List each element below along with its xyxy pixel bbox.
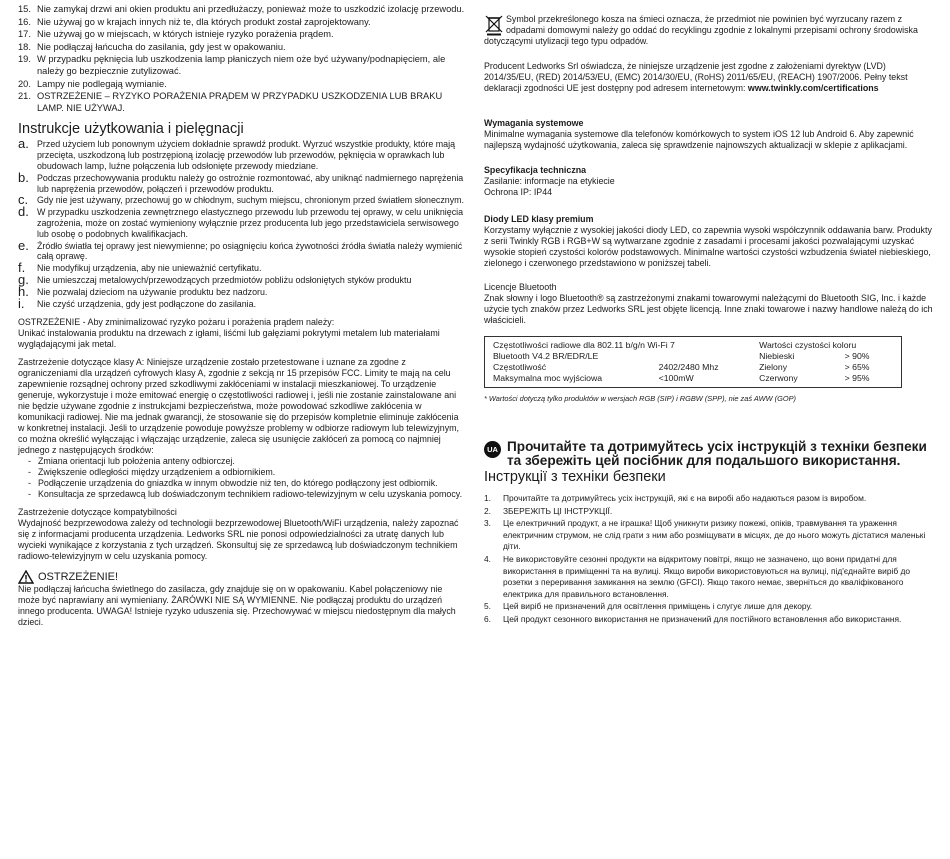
warning-title: OSTRZEŻENIE!: [38, 571, 119, 584]
list-item: 4. Не використовуйте сезонні продукти на відкритому повітрі, якщо не зазначено, що вони придатні для використання в приміщенні та на вулиці. Якщо вироби використовуються на вулиці, під'єднайте виріб до розетки з переривання замикання на землю (GFCI). Якщо такого немає, зверніться до кваліфікованого електрика для правильного встановлення.: [484, 553, 911, 599]
table-cell: Częstotliwość: [493, 362, 547, 372]
list-item: a. Przed użyciem lub ponownym użyciem dokładnie sprawdź produkt. Wyrzuć wszystkie produkty, które mają przecięta, uszkodzoną lub postrzępioną izolację przewodów lub przewodów, pęknięcia w oprawkach lub obudowach lamp, luźne połączenia lub odsłonięte przewody miedziane.: [18, 136, 456, 171]
list-item: f. Nie modyfikuj urządzenia, aby nie unieważnić certyfikatu.: [18, 260, 262, 276]
spec-title: Specyfikacja techniczna: [484, 165, 587, 175]
ua-safety-list: [484, 493, 936, 626]
system-req-text: Minimalne wymagania systemowe dla telefonów komórkowych to system iOS 12 lub Android 6. Aby zapewnić najlepszą wydajność użytkowania, zaleca się sprawdzenie najnowszych aktualizacji w sklepie z aplikacjami.: [484, 129, 914, 150]
list-item: 5. Цей виріб не призначений для освітлення приміщень і слугує лише для декору.: [484, 601, 813, 612]
table-cell: Czerwony: [759, 373, 798, 383]
table-cell: 2402/2480 Mhz: [658, 362, 719, 372]
list-item: d. W przypadku uszkodzenia zewnętrznego elastycznego przewodu lub przewodu tej oprawy, w celu uniknięcia zagrożenia, może on zostać wymieniony wyłącznie przez producenta lub jego przedstawiciela serwisowego lub osobę o podobnych kwalifikacjach.: [18, 204, 464, 239]
bt-title: Licencje Bluetooth: [484, 282, 557, 292]
table-head-left: Częstotliwości radiowe dla 802.11 b/g/n Wi-Fi 7: [493, 340, 675, 350]
table-row: [485, 351, 902, 362]
table-cell: > 65%: [844, 362, 870, 372]
led-title: Diody LED klasy premium: [484, 214, 594, 224]
warning-heading: [18, 570, 465, 584]
warning-triangle-icon: [18, 570, 34, 584]
table-cell: > 95%: [844, 373, 870, 383]
ua-section-header: [484, 440, 936, 467]
list-item: i. Nie czyść urządzenia, gdy jest podłączone do zasilania.: [18, 295, 257, 311]
table-cell: <100mW: [658, 373, 694, 383]
care-title: Instrukcje użytkowania i pielęgnacji: [18, 121, 244, 138]
bt-text: Znak słowny i logo Bluetooth® są zastrzeżonymi znakami towarowymi należącymi do Bluetooth SIG, Inc. i każde użycie tych znaków przez Ledworks SRL jest objęte licencją. Inne znaki towarowe i nazwy handlowe należą do ich właścicieli.: [484, 293, 933, 325]
table-footnote: * Wartości dotyczą tylko produktów w wersjach RGB (SIP) i RGBW (SPP), nie zaś AWW (GOP): [484, 394, 796, 403]
fire-warning-heading: OSTRZEŻENIE - Aby zminimalizować ryzyko pożaru i porażenia prądem należy:: [18, 317, 335, 328]
spec-line: Ochrona IP: IP44: [484, 187, 553, 197]
care-list: [18, 136, 465, 311]
list-item: - Zmiana orientacji lub położenia anteny odbiorczej.: [18, 456, 465, 467]
list-item: h. Nie pozwalaj dzieciom na używanie produktu bez nadzoru.: [18, 283, 268, 299]
list-item: 1. Прочитайте та дотримуйтесь усіх інструкцій, які є на виробі або надаються разом із виробом.: [484, 493, 867, 503]
certifications-link[interactable]: www.twinkly.com/certifications: [747, 83, 879, 93]
table-row: [485, 373, 902, 388]
table-cell: Maksymalna moc wyjściowa: [493, 373, 603, 383]
table-row: [485, 362, 902, 373]
producer-declaration: Producent Ledworks Srl oświadcza, że niniejsze urządzenie jest zgodne z założeniami dyrektyw (LVD) 2014/35/EU, (RED) 2014/53/EU, (EMC) 2014/30/EU, (RoHS) 2011/65/EU, (REACH) 1907/2006. Pełny tekst deklaracji zgodności UE jest dostępny pod adresem internetowym: www.twinkly.com/certifications: [484, 61, 908, 93]
ua-subtitle: Інструкції з техніки безпеки: [484, 469, 666, 485]
list-item: 15. Nie zamykaj drzwi ani okien produktu ani przedłużaczy, ponieważ może to uszkodzić izolację przewodu.: [18, 4, 465, 14]
list-item: b. Podczas przechowywania produktu należy go ostrożnie rozmontować, aby uniknąć nadmiernego naprężenia lub naprężenia przewodów, połączeń i przewodów produktu.: [18, 169, 464, 194]
list-item: 16. Nie używaj go w krajach innych niż te, dla których produkt został zaprojektowany.: [18, 16, 371, 27]
fire-warning-text: Unikać instalowania produktu na drzewach z igłami, liśćmi lub gałęziami pokrytymi metalem lub materiałami wyglądającymi jak metal.: [18, 328, 440, 350]
compat-text: Wydajność bezprzewodowa zależy od technologii bezprzewodowej Bluetooth/WiFi urządzenia, należy zapoznać się z informacjami producenta urządzenia. Ledworks SRL nie ponosi odpowiedzialności za utratę danych lub wycieki wynikające z korzystania z tych urządzeń. Skonsultuj się ze sprzedawcą lub doświadczonym technikiem radiowo-telewizyjnym w celu uzyskania pomocy.: [18, 518, 459, 562]
list-item: 3. Це електричний продукт, а не іграшка! Щоб уникнути ризику пожежі, опіків, травмування та ураження електричним струмом, не слід грати з ним або розміщувати в місцях, де до нього можуть дістатися маленькі діти.: [484, 518, 926, 552]
safety-list-continued: [18, 4, 465, 114]
table-row: [485, 337, 902, 352]
list-item: 6. Цей продукт сезонного використання не призначений для постійного встановлення або використання.: [484, 613, 902, 624]
list-item: 17. Nie używaj go w miejscach, w których istnieje ryzyko porażenia prądem.: [18, 29, 334, 40]
system-req-title: Wymagania systemowe: [484, 118, 584, 128]
weee-text: Symbol przekreślonego kosza na śmieci oznacza, że przedmiot nie powinien być wyrzucany razem z odpadami domowymi należy go oddać do recyklingu zgodnie z lokalnymi przepisami ochrony środowiska dotyczącymi utylizacji tego typu odpadów.: [484, 14, 918, 46]
right-column: [484, 4, 936, 627]
list-item: g. Nie umieszczaj metalowych/przewodzących przedmiotów pobliżu odsłoniętych styków produktu: [18, 271, 412, 287]
list-item: e. Źródło światła tej oprawy jest niewymienne; po osiągnięciu końca żywotności źródła światła należy wymienić całą oprawę.: [18, 237, 463, 262]
table-cell: Zielony: [759, 362, 788, 372]
compat-title: Zastrzeżenie dotyczące kompatybilności: [18, 507, 177, 518]
list-item: 19. W przypadku pęknięcia lub uszkodzenia lamp płaniczych niem oże być używany/podnapięciem, ale należy go bezpiecznie zutylizować.: [18, 54, 446, 76]
led-text: Korzystamy wyłącznie z wysokiej jakości diody LED, co zapewnia wysoki współczynnik oddawania barw. Produkty z serii Twinkly RGB i RGB+W są wytwarzane zgodnie z zasadami i procesami jakości pozwalającymi uzyskać wysokie stopień czystości kolorów podstawowych. Minimalne wartości czystości wzbudzenia świateł niebieskiego, zielonego i czerwonego przedstawiono w poniższej tabeli.: [484, 225, 932, 268]
class-a-disclaimer: Zastrzeżenie dotyczące klasy A: Niniejsze urządzenie zostało przetestowane i uznane za zgodne z ograniczeniami dla urządzeń cyfrowych klasy A, zgodnie z sekcją nr 15 przepisów FCC. Limity te mają na celu zapewnienie rozsądnej ochrony przed szkodliwymi zakłóceniami w instalacji mieszkaniowej. To urządzenie generuje, wykorzystuje i może emitować energię o częstotliwości radiowej i, jeśli nie zostanie zainstalowane ani nie będzie używane zgodnie z instrukcjami bezpieczeństwa, może powodować szkodliwe zakłócenia w komunikacji radiowej. Nie ma jednak gwarancji, że stosowanie się do przepisów kompletnie eliminuje zakłócenia w konkretnej instalacji. Jeśli to urządzenie powoduje powyższe problemy w odbiorze radiowym lub telewizyjnym, co można określić wyłączając i włączając urządzenie, zaleca się usunięcie zakłóceń za pomocą co najmniej jednego z następujących środków:: [18, 357, 459, 456]
left-column: [18, 4, 465, 628]
class-a-measures: [18, 456, 465, 500]
list-item: 18. Nie podłączaj łańcucha do zasilania, gdy jest w opakowaniu.: [18, 41, 286, 52]
list-item: 2. ЗБЕРЕЖІТЬ ЦІ ІНСТРУКЦІЇ.: [484, 505, 613, 516]
weee-block: [484, 14, 936, 47]
warning-text: Nie podłączaj łańcucha świetlnego do zasilacza, gdy znajduje się on w opakowaniu. Kabel połączeniowy nie może być naprawiany ani wymieniany. ŻARÓWKI NIE SĄ WYMIENNE. Nie podłączaj produktu do urządzeń innego producenta. UWAGA! Istnieje ryzyko uduszenia się. Przechowywać w miejscu niedostępnym dla małych dzieci.: [18, 584, 456, 628]
list-item: - Konsultacja ze sprzedawcą lub doświadczonym technikiem radiowo-telewizyjnym w celu uzyskania pomocy.: [18, 489, 465, 500]
ua-language-badge: UA: [484, 441, 501, 458]
list-item: 20. Lampy nie podlegają wymianie.: [18, 78, 167, 89]
ua-title: Прочитайте та дотримуйтесь усіх інструкцій з техніки безпеки та збережіть цей посібник для подальшого використання.: [507, 439, 927, 468]
crossed-bin-icon: [484, 14, 504, 36]
spec-line: Zasilanie: informacje na etykiecie: [484, 176, 615, 186]
spec-table: [484, 336, 902, 388]
list-item: 21. OSTRZEŻENIE – RYZYKO PORAŻENIA PRĄDEM W PRZYPADKU USZKODZENIA LUB BRAKU LAMP. NIE UŻYWAJ.: [18, 91, 443, 113]
table-cell: [651, 351, 751, 362]
table-cell: > 90%: [844, 351, 870, 361]
table-cell: Niebieski: [759, 351, 795, 361]
list-item: - Zwiększenie odległości między urządzeniem a odbiornikiem.: [18, 467, 465, 478]
list-item: c. Gdy nie jest używany, przechowuj go w chłodnym, suchym miejscu, chronionym przed światłem słonecznym.: [18, 192, 464, 208]
table-cell: Bluetooth V4.2 BR/EDR/LE: [493, 351, 599, 361]
list-item: - Podłączenie urządzenia do gniazdka w innym obwodzie niż ten, do którego podłączony jest odbiornik.: [18, 478, 465, 489]
table-head-right: Wartości czystości koloru: [759, 340, 857, 350]
